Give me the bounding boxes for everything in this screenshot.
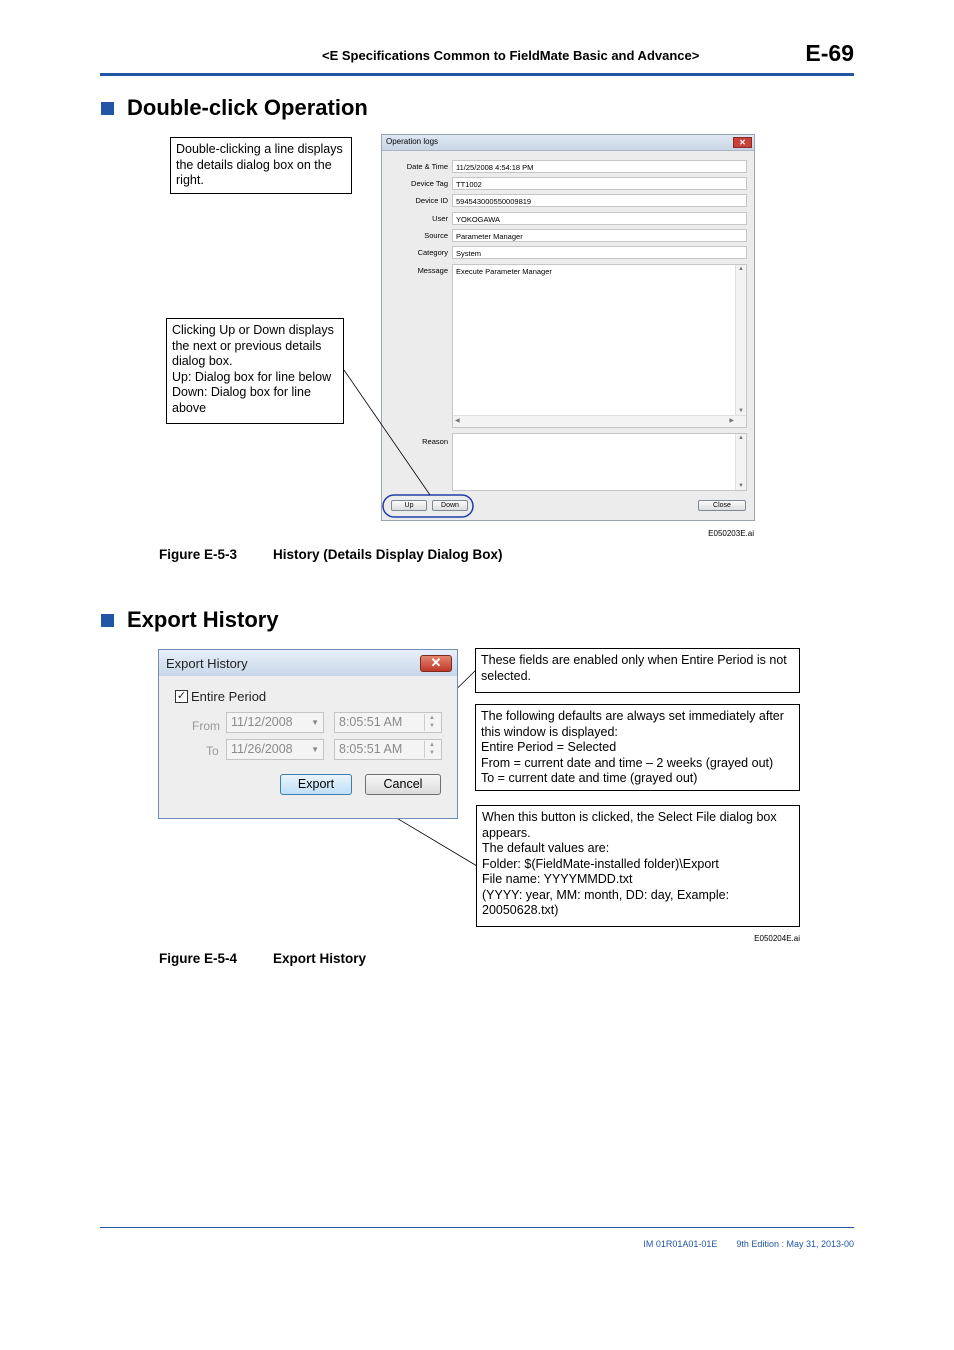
field-label-date-time: Date & Time [406,162,448,171]
dialog-titlebar [159,650,457,676]
figure-label-fig3: Figure E-5-3 [159,547,238,562]
scroll-up-icon[interactable]: ▲ [738,266,744,272]
file-reference-fig3: E050203E.ai [708,529,754,538]
figure-label-fig4: Figure E-5-4 [159,951,238,966]
footer-edition: 9th Edition : May 31, 2013-00 [736,1239,854,1249]
to-time-value: 8:05:51 AM [339,742,403,756]
page-number: E-69 [805,40,854,66]
section-title-double-click: Double-click Operation [127,95,368,120]
running-header: <E Specifications Common to FieldMate Basic and Advance> [322,48,700,63]
callout-fields-enabled: These fields are enabled only when Entire Period is not selected. [475,648,800,693]
field-label-user: User [432,214,448,223]
footer-doc-id: IM 01R01A01-01E [643,1239,718,1249]
callout-up-down: Clicking Up or Down displays the next or previous details dialog box. Up: Dialog box for line below Down: Dialog box for line above [166,318,344,424]
callout-export-button: When this button is clicked, the Select File dialog box appears. The default values are: Folder: $(FieldMate-installed folder)\Export File name: YYYYMMDD.txt (YYYY: year, MM: month, DD: day, Example: 20050628.txt) [476,805,800,927]
footer-rule [100,1227,854,1228]
field-value-source[interactable]: Parameter Manager [452,229,747,242]
figure-title-fig4: Export History [273,951,367,966]
section-bullet-icon [101,614,114,627]
cancel-button[interactable]: Cancel [365,774,441,795]
down-button[interactable]: Down [432,500,468,511]
scroll-up-icon[interactable]: ▲ [738,435,744,441]
field-label-message: Message [417,266,448,275]
close-icon[interactable]: ✕ [420,655,452,672]
figure-title-fig3: History (Details Display Dialog Box) [273,547,503,562]
export-button[interactable]: Export [280,774,352,795]
close-icon[interactable]: ✕ [733,137,752,148]
field-value-device-id[interactable]: 594543000550009819 [452,194,747,207]
field-label-source: Source [424,231,448,240]
leader-line-up-down [344,370,430,495]
export-history-dialog [158,649,458,819]
file-reference-fig4: E050204E.ai [754,934,800,943]
footer [600,1239,854,1249]
from-date-value: 11/12/2008 [231,715,293,729]
field-value-device-tag[interactable]: TT1002 [452,177,747,190]
field-value-date-time[interactable]: 11/25/2008 4:54:18 PM [452,160,747,173]
from-date-picker[interactable] [226,712,324,733]
dialog-title: Export History [166,656,248,671]
to-date-picker[interactable] [226,739,324,760]
callout-defaults: The following defaults are always set immediately after this window is displayed: Entire Period = Selected From = current date and time – 2 weeks (grayed out) To = current date and time (grayed out) [475,704,800,791]
close-button[interactable]: Close [698,500,746,511]
scroll-down-icon[interactable]: ▼ [738,483,744,489]
from-time-value: 8:05:51 AM [339,715,403,729]
entire-period-label: Entire Period [191,689,267,704]
to-date-value: 11/26/2008 [231,742,293,756]
from-time-spinner[interactable] [334,712,442,733]
highlight-up-down [383,495,473,517]
dialog-title: Operation logs [386,137,439,146]
spinner-arrows-icon[interactable]: ▲ ▼ [424,741,439,758]
section-title-export-history: Export History [127,607,279,632]
message-text: Execute Parameter Manager [456,267,552,276]
field-value-user[interactable]: YOKOGAWA [452,212,747,225]
field-label-reason: Reason [422,437,448,446]
from-label: From [192,719,220,733]
to-label: To [206,744,219,758]
callout-double-click: Double-clicking a line displays the details dialog box on the right. [170,137,352,194]
field-value-category[interactable]: System [452,246,747,259]
field-label-category: Category [417,248,448,257]
scroll-down-icon[interactable]: ▼ [738,408,744,414]
scroll-right-icon[interactable]: ▶ [729,418,734,424]
spinner-arrows-icon[interactable]: ▲ ▼ [424,714,439,731]
scroll-left-icon[interactable]: ◀ [455,418,460,424]
to-time-spinner[interactable] [334,739,442,760]
up-button[interactable]: Up [391,500,427,511]
entire-period-checkbox[interactable]: ✓ [176,690,187,702]
chevron-down-icon[interactable]: ▼ [311,718,319,727]
field-label-device-id: Device ID [415,196,448,205]
field-label-device-tag: Device Tag [411,179,448,188]
chevron-down-icon[interactable]: ▼ [311,745,319,754]
